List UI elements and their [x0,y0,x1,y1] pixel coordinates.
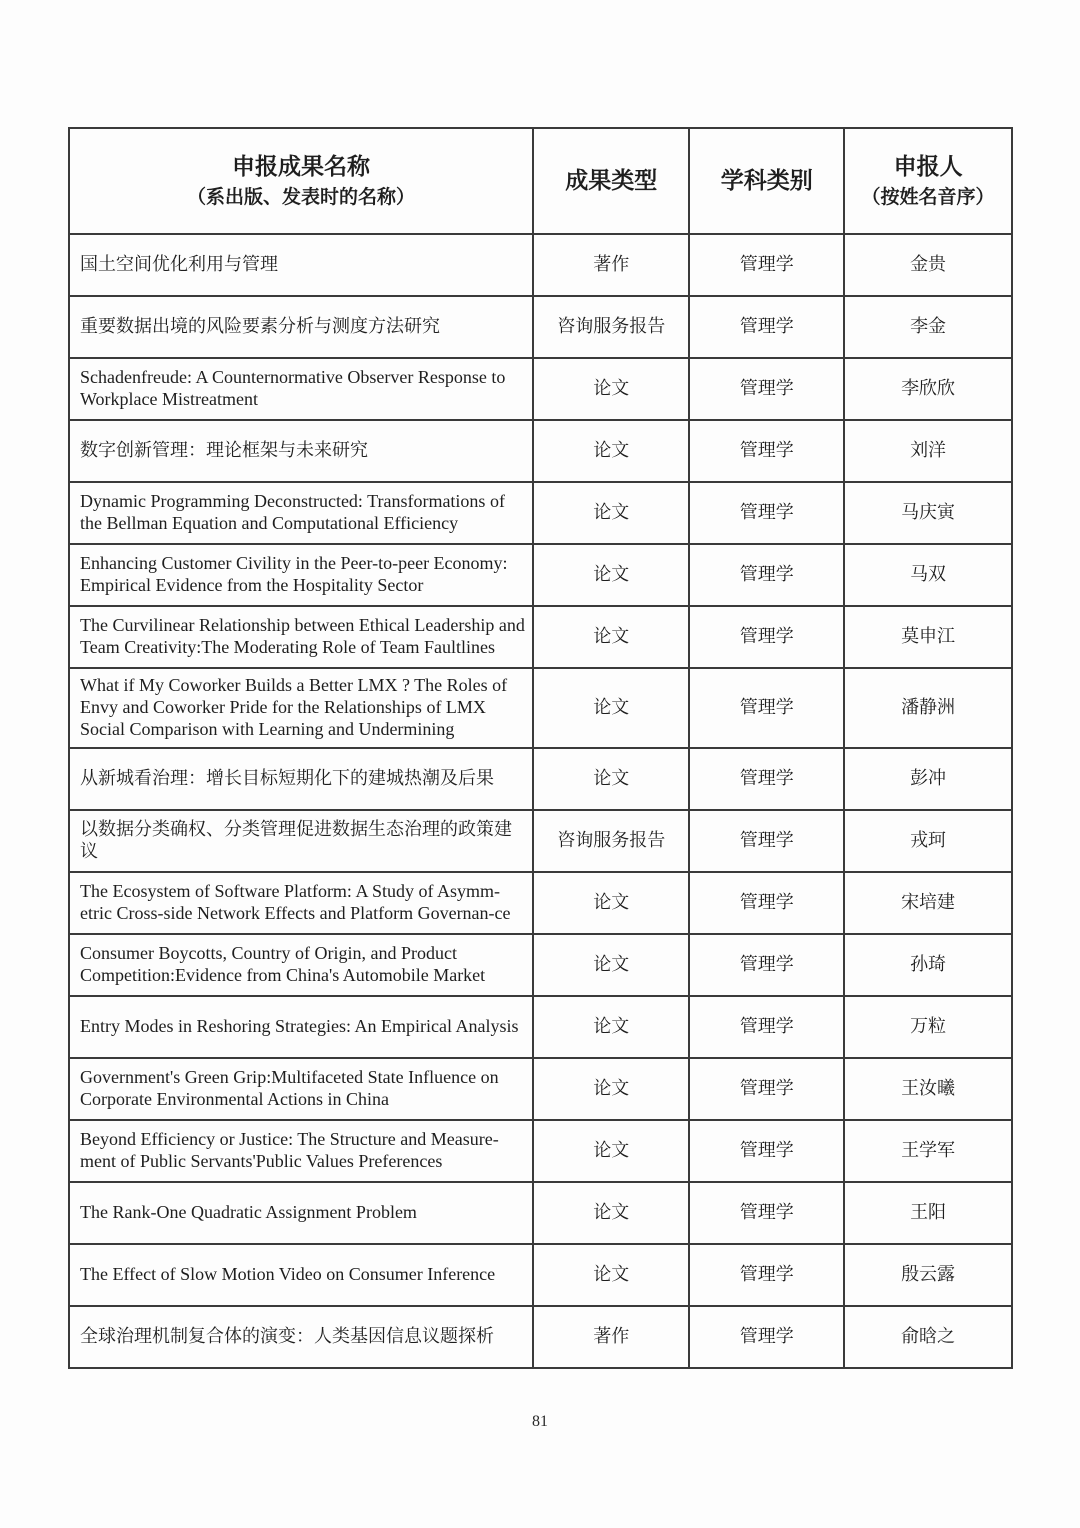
header-row [69,128,1012,234]
table-row [69,1244,1012,1306]
header-applicant-title: 申报人 [893,153,963,179]
cell-applicant: 戎珂 [844,810,1012,872]
table-header [69,128,1012,234]
table-row [69,420,1012,482]
cell-name: Entry Modes in Reshoring Strategies: An Empirical Analysis [69,996,533,1058]
cell-name: What if My Coworker Builds a Better LMX ? The Roles of Envy and Coworker Pride for the Relationships of LMX Social Comparison with Learning and Undermining [69,668,533,748]
cell-applicant: 孙琦 [844,934,1012,996]
table-row [69,810,1012,872]
cell-applicant: 宋培建 [844,872,1012,934]
cell-type: 著作 [533,1306,690,1368]
cell-type: 论文 [533,1182,690,1244]
header-subject-category [689,128,844,234]
header-achievement-name [69,128,533,234]
header-applicant [844,128,1012,234]
cell-applicant: 彭冲 [844,748,1012,810]
cell-category: 管理学 [689,420,844,482]
table-row [69,1182,1012,1244]
cell-applicant: 金贵 [844,234,1012,296]
cell-name: The Curvilinear Relationship between Ethical Leadership and Team Creativity:The Moderating Role of Team Faultlines [69,606,533,668]
cell-category: 管理学 [689,358,844,420]
cell-category: 管理学 [689,1244,844,1306]
cell-type: 论文 [533,1120,690,1182]
cell-type: 咨询服务报告 [533,296,690,358]
cell-category: 管理学 [689,1058,844,1120]
cell-applicant: 刘洋 [844,420,1012,482]
cell-category: 管理学 [689,668,844,748]
cell-type: 论文 [533,872,690,934]
cell-name: The Ecosystem of Software Platform: A Study of Asymm-etric Cross-side Network Effects and Platform Governan-ce [69,872,533,934]
cell-category: 管理学 [689,1182,844,1244]
cell-applicant: 马庆寅 [844,482,1012,544]
table-row [69,358,1012,420]
cell-category: 管理学 [689,934,844,996]
cell-category: 管理学 [689,544,844,606]
cell-applicant: 潘静洲 [844,668,1012,748]
header-applicant-subtitle: （按姓名音序） [861,186,995,208]
header-achievement-name-subtitle: （系出版、发表时的名称） [186,186,415,208]
table-row [69,872,1012,934]
results-table [68,127,1013,1369]
cell-name: The Effect of Slow Motion Video on Consumer Inference [69,1244,533,1306]
cell-name: Government's Green Grip:Multifaceted State Influence on Corporate Environmental Actions in China [69,1058,533,1120]
cell-applicant: 俞晗之 [844,1306,1012,1368]
cell-type: 论文 [533,1058,690,1120]
cell-category: 管理学 [689,748,844,810]
cell-type: 论文 [533,748,690,810]
cell-name: Enhancing Customer Civility in the Peer-to-peer Economy: Empirical Evidence from the Hospitality Sector [69,544,533,606]
cell-name: 重要数据出境的风险要素分析与测度方法研究 [69,296,533,358]
cell-applicant: 王阳 [844,1182,1012,1244]
table-row [69,234,1012,296]
cell-type: 论文 [533,420,690,482]
page-number: 81 [532,1413,548,1430]
cell-name: 全球治理机制复合体的演变：人类基因信息议题探析 [69,1306,533,1368]
cell-type: 论文 [533,1244,690,1306]
table-body [69,234,1012,1368]
cell-name: Consumer Boycotts, Country of Origin, and Product Competition:Evidence from China's Automobile Market [69,934,533,996]
table-row [69,296,1012,358]
table-row [69,934,1012,996]
header-subject-category-title: 学科类别 [720,168,813,194]
header-achievement-type-title: 成果类型 [565,168,658,194]
cell-category: 管理学 [689,1120,844,1182]
table-row [69,1306,1012,1368]
header-achievement-type [533,128,690,234]
cell-type: 著作 [533,234,690,296]
cell-name: Beyond Efficiency or Justice: The Structure and Measure-ment of Public Servants'Public Values Preferences [69,1120,533,1182]
cell-applicant: 马双 [844,544,1012,606]
cell-name: 以数据分类确权、分类管理促进数据生态治理的政策建议 [69,810,533,872]
table-row [69,482,1012,544]
cell-category: 管理学 [689,296,844,358]
cell-applicant: 万粒 [844,996,1012,1058]
table-row [69,668,1012,748]
cell-applicant: 王学军 [844,1120,1012,1182]
table-row [69,748,1012,810]
cell-type: 论文 [533,482,690,544]
cell-type: 论文 [533,996,690,1058]
cell-applicant: 王汝曦 [844,1058,1012,1120]
cell-category: 管理学 [689,234,844,296]
cell-type: 论文 [533,606,690,668]
cell-applicant: 李金 [844,296,1012,358]
cell-type: 论文 [533,358,690,420]
table-row [69,544,1012,606]
cell-name: The Rank-One Quadratic Assignment Problem [69,1182,533,1244]
header-achievement-name-title: 申报成果名称 [231,153,370,179]
cell-category: 管理学 [689,1306,844,1368]
cell-applicant: 李欣欣 [844,358,1012,420]
cell-type: 论文 [533,544,690,606]
cell-name: 数字创新管理：理论框架与未来研究 [69,420,533,482]
cell-name: Schadenfreude: A Counternormative Observer Response to Workplace Mistreatment [69,358,533,420]
cell-name: 国土空间优化利用与管理 [69,234,533,296]
cell-name: 从新城看治理：增长目标短期化下的建城热潮及后果 [69,748,533,810]
cell-applicant: 殷云露 [844,1244,1012,1306]
table-row [69,996,1012,1058]
table-row [69,606,1012,668]
cell-type: 咨询服务报告 [533,810,690,872]
cell-type: 论文 [533,934,690,996]
cell-applicant: 莫申江 [844,606,1012,668]
cell-category: 管理学 [689,810,844,872]
cell-category: 管理学 [689,996,844,1058]
cell-category: 管理学 [689,872,844,934]
table-row [69,1058,1012,1120]
cell-category: 管理学 [689,606,844,668]
cell-type: 论文 [533,668,690,748]
cell-category: 管理学 [689,482,844,544]
cell-name: Dynamic Programming Deconstructed: Transformations of the Bellman Equation and Computational Efficiency [69,482,533,544]
table-row [69,1120,1012,1182]
